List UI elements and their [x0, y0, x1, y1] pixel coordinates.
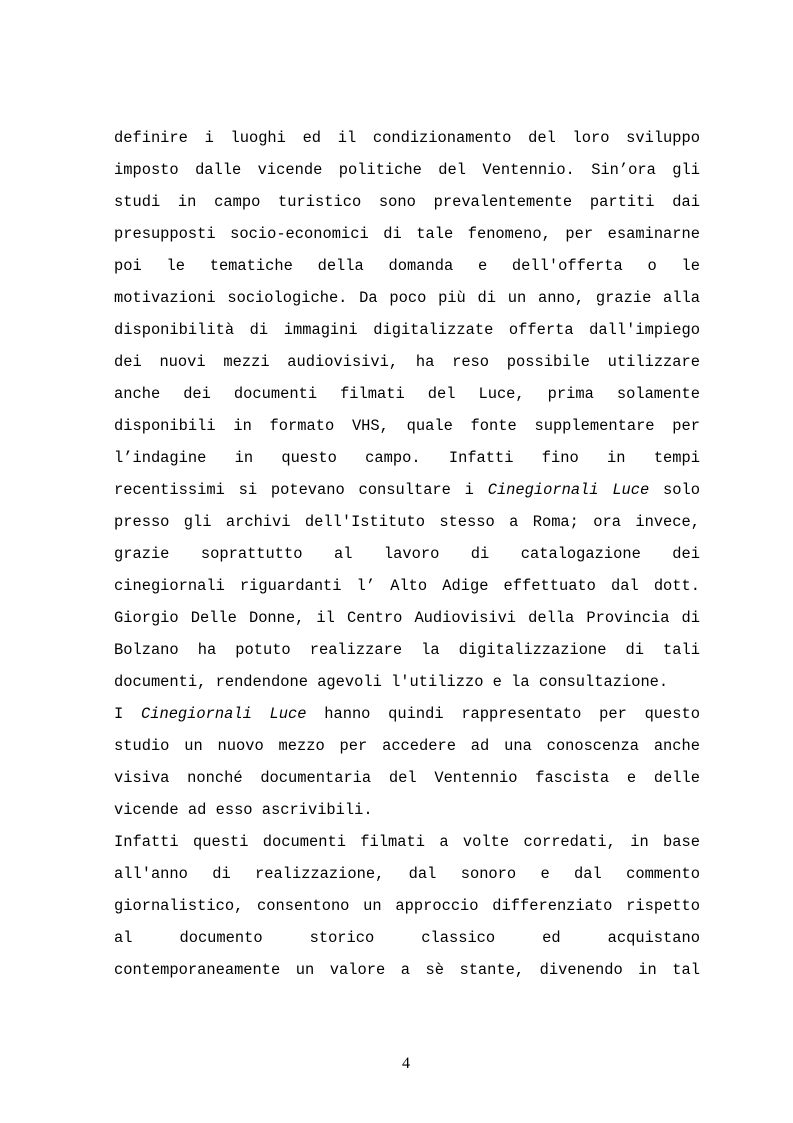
text-line: grazie soprattutto al lavoro di catalogazione dei	[114, 545, 700, 563]
text-line: dei nuovi mezzi audiovisivi, ha reso possibile utilizzare	[114, 353, 700, 371]
text-line: Bolzano ha potuto realizzare la digitalizzazione di tali	[114, 641, 700, 659]
text-line: presupposti socio-economici di tale fenomeno, per esaminarne	[114, 225, 700, 243]
text-line: disponibilità di immagini digitalizzate offerta dall'impiego	[114, 321, 700, 339]
text-line	[114, 698, 700, 730]
text-line: cinegiornali riguardanti l’ Alto Adige effettuato dal dott.	[114, 577, 700, 595]
body-text	[114, 122, 700, 986]
page-number: 4	[402, 1055, 410, 1072]
text-segment: recentissimi si potevano consultare i	[114, 481, 488, 499]
text-line: poi le tematiche della domanda e dell'offerta o le	[114, 257, 700, 275]
text-line: documenti, rendendone agevoli l'utilizzo e la consultazione.	[114, 673, 669, 691]
text-segment: solo	[649, 481, 700, 499]
italic-title: Cinegiornali Luce	[140, 705, 307, 723]
text-segment: hanno quindi rappresentato per questo	[306, 705, 700, 723]
text-line: studio un nuovo mezzo per accedere ad una conoscenza anche	[114, 737, 700, 755]
text-line: l’indagine in questo campo. Infatti fino in tempi	[114, 449, 700, 467]
text-line: presso gli archivi dell'Istituto stesso a Roma; ora invece,	[114, 513, 700, 531]
text-segment: I	[114, 705, 141, 723]
text-line: vicende ad esso ascrivibili.	[114, 801, 373, 819]
text-line: disponibili in formato VHS, quale fonte supplementare per	[114, 417, 700, 435]
text-line: anche dei documenti filmati del Luce, prima solamente	[114, 385, 700, 403]
text-line: giornalistico, consentono un approccio differenziato rispetto	[114, 897, 700, 915]
text-line	[114, 474, 700, 506]
text-line: Giorgio Delle Donne, il Centro Audiovisivi della Provincia di	[114, 609, 700, 627]
text-line: imposto dalle vicende politiche del Ventennio. Sin’ora gli	[114, 161, 700, 179]
text-line: al documento storico classico ed acquistano	[114, 929, 700, 947]
text-line: Infatti questi documenti filmati a volte corredati, in base	[114, 833, 700, 851]
text-line: all'anno di realizzazione, dal sonoro e dal commento	[114, 865, 700, 883]
text-line: contemporaneamente un valore a sè stante, divenendo in tal	[114, 961, 700, 979]
italic-title: Cinegiornali Luce	[487, 481, 650, 499]
text-line: visiva nonché documentaria del Ventennio fascista e delle	[114, 769, 700, 787]
text-line: studi in campo turistico sono prevalentemente partiti dai	[114, 193, 700, 211]
text-line: motivazioni sociologiche. Da poco più di un anno, grazie alla	[114, 289, 700, 307]
text-line: definire i luoghi ed il condizionamento del loro sviluppo	[114, 129, 700, 147]
